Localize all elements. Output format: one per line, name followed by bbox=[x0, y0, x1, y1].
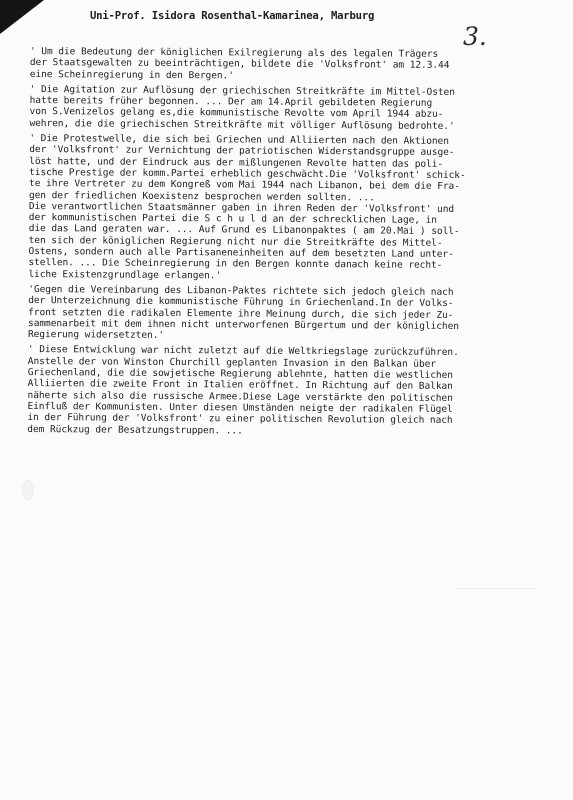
text-line: eine Scheinregierung in den Bergen.' bbox=[29, 68, 234, 82]
text-line: der kommunistischen Partei die S c h u l d an der schrecklichen Lage, in bbox=[28, 212, 438, 227]
page-number: 3. bbox=[463, 22, 487, 51]
text-line: näherte sich also die russische Armee.Diese Lage verstärkte den politischen bbox=[27, 389, 453, 404]
text-line: dem Rückzug der Besatzungstruppen. ... bbox=[27, 423, 243, 436]
text-line: der Staatsgewalten zu beeinträchtigen, bildete die 'Volksfront' am 12.3.44 bbox=[29, 57, 450, 72]
text-line: Griechenland, die die sowjetische Regierung ablehnte, hatten die westlichen bbox=[27, 367, 453, 381]
text-line: in der Führung der 'Volksfront' zu einer politischen Revolution gleich nach bbox=[27, 412, 453, 427]
text-line: front setzten die radikalen Elemente ihre Meinung durch, die sich jeder Zu- bbox=[28, 306, 454, 321]
scan-corner-mark bbox=[0, 0, 44, 34]
text-line: Alliierten die zweite Front in Italien eröffnet. In Richtung auf den Balkan bbox=[27, 378, 453, 393]
text-line: der 'Volksfront' zur Vernichtung der patriotischen Widerstandsgruppe ausge- bbox=[29, 144, 455, 159]
text-line: Anstelle der von Winston Churchill geplanten Invasion in den Balkan über bbox=[27, 355, 437, 370]
text-line: stellen. ... Die Scheinregierung in den Bergen konnte danach keine recht- bbox=[28, 257, 443, 272]
text-line: Ostens, sondern auch alle Partisaneneinheiten auf dem besetzten Land unter- bbox=[28, 246, 454, 261]
text-line: Regierung widersetzten.' bbox=[27, 329, 165, 342]
text-line: Die verantwortlichen Staatsmänner gaben in ihren Reden der 'Volksfront' und bbox=[28, 200, 455, 215]
text-line: liche Existenzgrundlage erlangen.' bbox=[28, 268, 222, 281]
quote-paragraph bbox=[30, 46, 560, 84]
text-line: hatte bereits früher begonnen. ... Der am 14.April gebildeten Regierung bbox=[29, 95, 433, 109]
text-line: wehren, die die griechischen Streitkräfte mit völliger Auflösung bedrohte.' bbox=[29, 117, 455, 132]
text-line: ten sich der königlichen Regierung nicht nur die Streitkräfte des Mittel- bbox=[28, 234, 443, 249]
quote-paragraph bbox=[27, 344, 558, 438]
text-line: 'Gegen die Vereinbarung des Libanon-Paktes richtete sich jedoch gleich nach bbox=[28, 283, 454, 298]
quote-paragraph bbox=[28, 133, 559, 284]
quote-paragraph bbox=[29, 84, 559, 133]
document-body bbox=[27, 46, 560, 442]
text-line: der Unterzeichnung die kommunistische Führung in Griechenland.In der Volks- bbox=[28, 295, 454, 310]
author-header: Uni-Prof. Isidora Rosenthal-Kamarinea, Marburg bbox=[90, 10, 375, 22]
quote-paragraph bbox=[28, 284, 558, 344]
text-line: löst hatte, und der Eindruck aus der mißlungenen Revolte hatten das poli- bbox=[29, 155, 444, 170]
text-line: gen der friedlichen Koexistenz besprochen werden sollten. ... bbox=[28, 189, 375, 203]
scan-artifact bbox=[455, 588, 535, 589]
text-line: Einfluß der Kommunisten. Unter diesen Umständen neigte der radikalen Flügel bbox=[27, 400, 453, 415]
text-line: die das Land geraten war. ... Auf Grund es Libanonpaktes ( am 20.Mai ) soll- bbox=[28, 223, 460, 238]
text-line: ' Die Agitation zur Auflösung der griechischen Streitkräfte im Mittel-Osten bbox=[29, 83, 455, 98]
text-line: sammenarbeit mit dem ihnen nicht unterworfenen Bürgertum und der königlichen bbox=[28, 317, 459, 332]
text-line: tische Prestige der komm.Partei erheblich geschwächt.Die 'Volksfront' schick- bbox=[29, 166, 466, 182]
punch-hole bbox=[22, 480, 34, 500]
text-line: ' Die Protestwelle, die sich bei Griechen und Alliierten nach den Aktionen bbox=[29, 133, 449, 148]
text-line: ' Um die Bedeutung der königlichen Exilregierung als des legalen Trägers bbox=[29, 46, 439, 60]
text-line: te ihre Vertreter zu dem Kongreß vom Mai 1944 nach Libanon, bei dem die Fra- bbox=[28, 178, 460, 193]
text-line: ' Diese Entwicklung war nicht zuletzt auf die Weltkriegslage zurückzuführen. bbox=[27, 344, 459, 359]
text-line: von S.Venizelos gelang es,die kommunistische Revolte vom April 1944 abzu- bbox=[29, 106, 444, 121]
